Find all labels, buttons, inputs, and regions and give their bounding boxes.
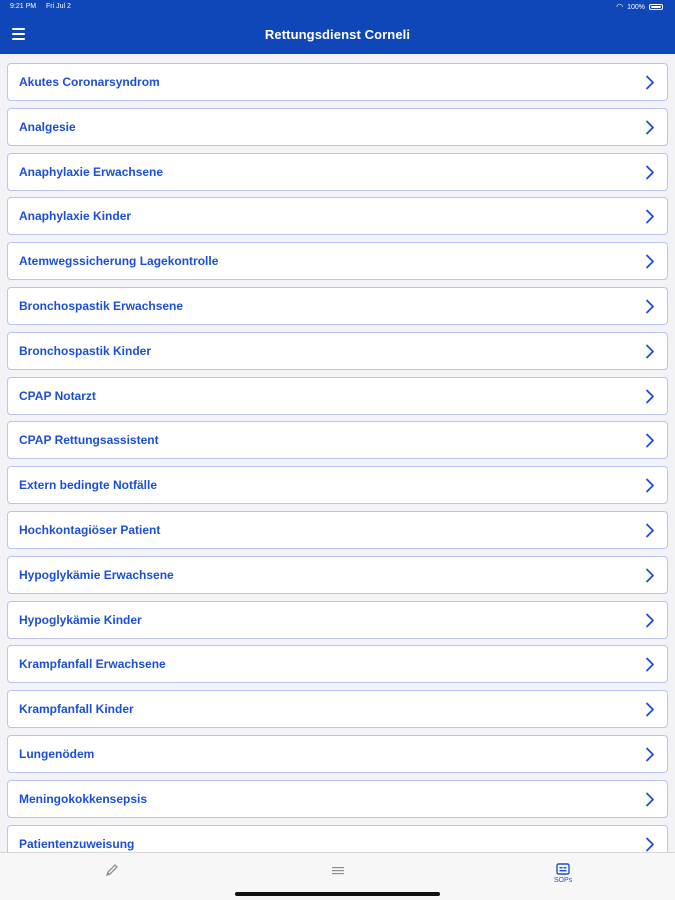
list-item-label: Bronchospastik Erwachsene [19, 299, 184, 313]
list-item[interactable] [7, 287, 668, 325]
chevron-right-icon [645, 792, 655, 807]
list-item-label: Hochkontagiöser Patient [19, 523, 161, 537]
battery-icon [649, 4, 663, 10]
list-item[interactable] [7, 108, 668, 146]
chevron-right-icon [645, 299, 655, 314]
pencil-icon [105, 863, 119, 877]
list-item[interactable] [7, 780, 668, 818]
list-item[interactable] [7, 153, 668, 191]
chevron-right-icon [645, 75, 655, 90]
chevron-right-icon [645, 209, 655, 224]
list-item-label: Akutes Coronarsyndrom [19, 75, 160, 89]
list-item-label: CPAP Notarzt [19, 388, 96, 403]
chevron-right-icon [645, 523, 655, 538]
list-item[interactable] [7, 377, 668, 415]
chevron-right-icon [645, 837, 655, 852]
list-item-label: Patientenzuweisung [19, 836, 135, 851]
battery-percent: 100% [627, 3, 645, 11]
list-item-label: Anaphylaxie Erwachsene [19, 164, 164, 179]
list-item-label: Analgesie [19, 119, 76, 134]
chevron-right-icon [645, 568, 655, 583]
list-item[interactable] [7, 242, 668, 280]
chevron-right-icon [645, 344, 655, 359]
list-item[interactable] [7, 511, 668, 549]
list-item-label: Atemwegssicherung Lagekontrolle [19, 254, 219, 269]
list-item-label: Krampfanfall Kinder [19, 702, 134, 717]
list-item-label: Anaphylaxie Kinder [19, 209, 132, 224]
status-time: 9:21 PM [10, 3, 37, 10]
chevron-right-icon [645, 165, 655, 180]
list-item-label: Bronchospastik Kinder [19, 343, 152, 358]
list-item-label: Extern bedingte Notfälle [19, 478, 158, 493]
list-item[interactable] [7, 63, 668, 101]
list-item-label: CPAP Rettungsassistent [19, 433, 159, 448]
chevron-right-icon [645, 747, 655, 762]
list-item[interactable] [7, 197, 668, 235]
chevron-right-icon [645, 433, 655, 448]
chevron-right-icon [645, 657, 655, 672]
list-item-label: Hypoglykämie Erwachsene [19, 567, 174, 582]
navigation-bar [0, 16, 675, 54]
list-item-label: Lungenödem [19, 747, 95, 761]
tab-notes[interactable] [92, 863, 132, 893]
chevron-right-icon [645, 613, 655, 628]
list-item[interactable] [7, 690, 668, 728]
chevron-right-icon [645, 702, 655, 717]
list-icon [331, 863, 345, 877]
home-indicator [235, 892, 440, 896]
list-item[interactable] [7, 735, 668, 773]
status-bar [0, 0, 675, 16]
list-item-label: Hypoglykämie Kinder [19, 612, 142, 627]
list-item[interactable] [7, 645, 668, 683]
tab-sops-label: SOPs [553, 877, 573, 884]
tab-list[interactable] [318, 863, 358, 893]
status-date: Fri Jul 2 [46, 3, 71, 10]
chevron-right-icon [645, 254, 655, 269]
sop-icon [556, 863, 570, 875]
list-item[interactable] [7, 421, 668, 459]
list-item[interactable] [7, 556, 668, 594]
page-title: Rettungsdienst Corneli [264, 27, 411, 42]
chevron-right-icon [645, 389, 655, 404]
sop-list [0, 54, 675, 852]
list-item[interactable] [7, 825, 668, 852]
chevron-right-icon [645, 120, 655, 135]
list-item[interactable] [7, 466, 668, 504]
chevron-right-icon [645, 478, 655, 493]
wifi-icon: ◠ [616, 2, 624, 11]
list-item[interactable] [7, 601, 668, 639]
list-item-label: Krampfanfall Erwachsene [19, 657, 166, 672]
list-item-label: Meningokokkensepsis [19, 791, 148, 806]
list-item[interactable] [7, 332, 668, 370]
tab-sops[interactable] [543, 863, 583, 893]
